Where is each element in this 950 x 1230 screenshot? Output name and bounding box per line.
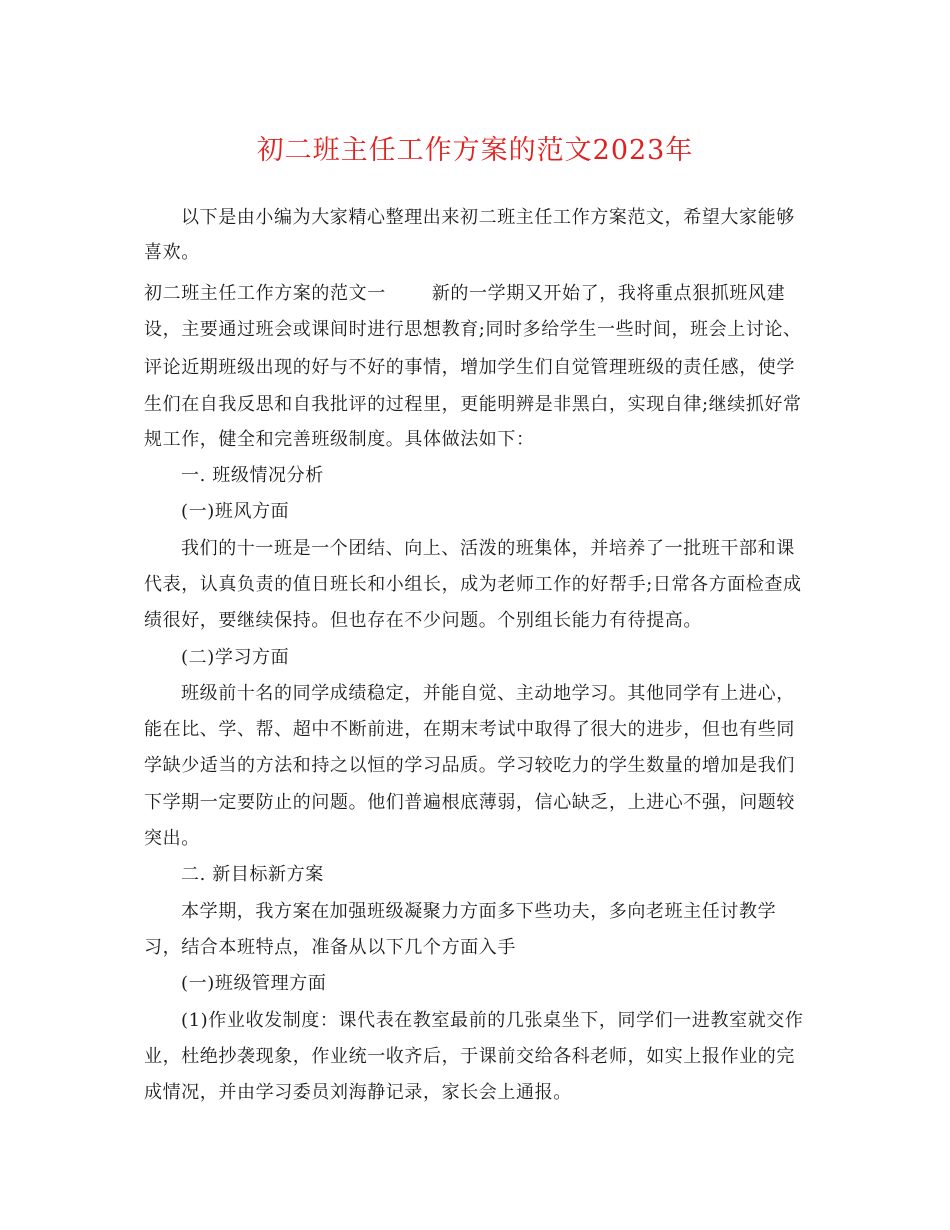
paragraph-line: 以下是由小编为大家精心整理出来初二班主任工作方案范文，希望大家能够 [181,207,795,228]
document-title: 初二班主任工作方案的范文2023年 [256,135,694,166]
section-heading: 初二班主任工作方案的范文一 [144,283,386,304]
paragraph-line: 设，主要通过班会或课间时进行思想教育;同时多给学生一些时间，班会上讨论、 [144,319,802,340]
subsection-heading: (一)班级管理方面 [181,973,327,994]
paragraph-line: 评论近期班级出现的好与不好的事情，增加学生们自觉管理班级的责任感，使学 [144,357,795,378]
paragraph-line: 突出。 [144,828,200,849]
paragraph-line: 习，结合本班特点，准备从以下几个方面入手 [144,937,516,958]
paragraph-line: (1)作业收发制度：课代表在教室最前的几张桌坐下，同学们一进教室就交作 [181,1010,804,1031]
paragraph-line: 成情况，并由学习委员刘海静记录，家长会上通报。 [144,1082,572,1103]
subsection-heading: (一)班风方面 [181,501,290,522]
paragraph-line: 生们在自我反思和自我批评的过程里，更能明辨是非黑白，实现自律;继续抓好常 [144,394,802,415]
paragraph-line: 我们的十一班是一个团结、向上、活泼的班集体，并培养了一批班干部和课 [181,538,795,559]
paragraph-line: 学缺少适当的方法和持之以恒的学习品质。学习较吃力的学生数量的增加是我们 [144,755,795,776]
paragraph-line: 业，杜绝抄袭现象，作业统一收齐后，于课前交给各科老师，如实上报作业的完 [144,1046,795,1067]
paragraph-line: 班级前十名的同学成绩稳定，并能自觉、主动地学习。其他同学有上进心， [181,683,795,704]
subsection-heading: (二)学习方面 [181,647,290,668]
section-heading: 一. 班级情况分析 [181,465,324,486]
paragraph-line: 绩很好，要继续保持。但也存在不少问题。个别组长能力有待提高。 [144,610,702,631]
paragraph-line: 本学期，我方案在加强班级凝聚力方面多下些功夫，多向老班主任讨教学 [181,901,777,922]
paragraph-line: 能在比、学、帮、超中不断前进，在期末考试中取得了很大的进步，但也有些同 [144,719,795,740]
paragraph-line: 下学期一定要防止的问题。他们普遍根底薄弱，信心缺乏，上进心不强，问题较 [144,792,795,813]
section-heading: 二. 新目标新方案 [181,864,324,885]
paragraph-line: 喜欢。 [144,242,200,263]
paragraph-line: 代表，认真负责的值日班长和小组长，成为老师工作的好帮手;日常各方面检查成 [144,574,802,595]
paragraph-text: 新的一学期又开始了，我将重点狠抓班风建 [431,283,786,304]
paragraph-line [144,282,785,306]
paragraph-line: 规工作，健全和完善班级制度。具体做法如下： [144,429,535,450]
